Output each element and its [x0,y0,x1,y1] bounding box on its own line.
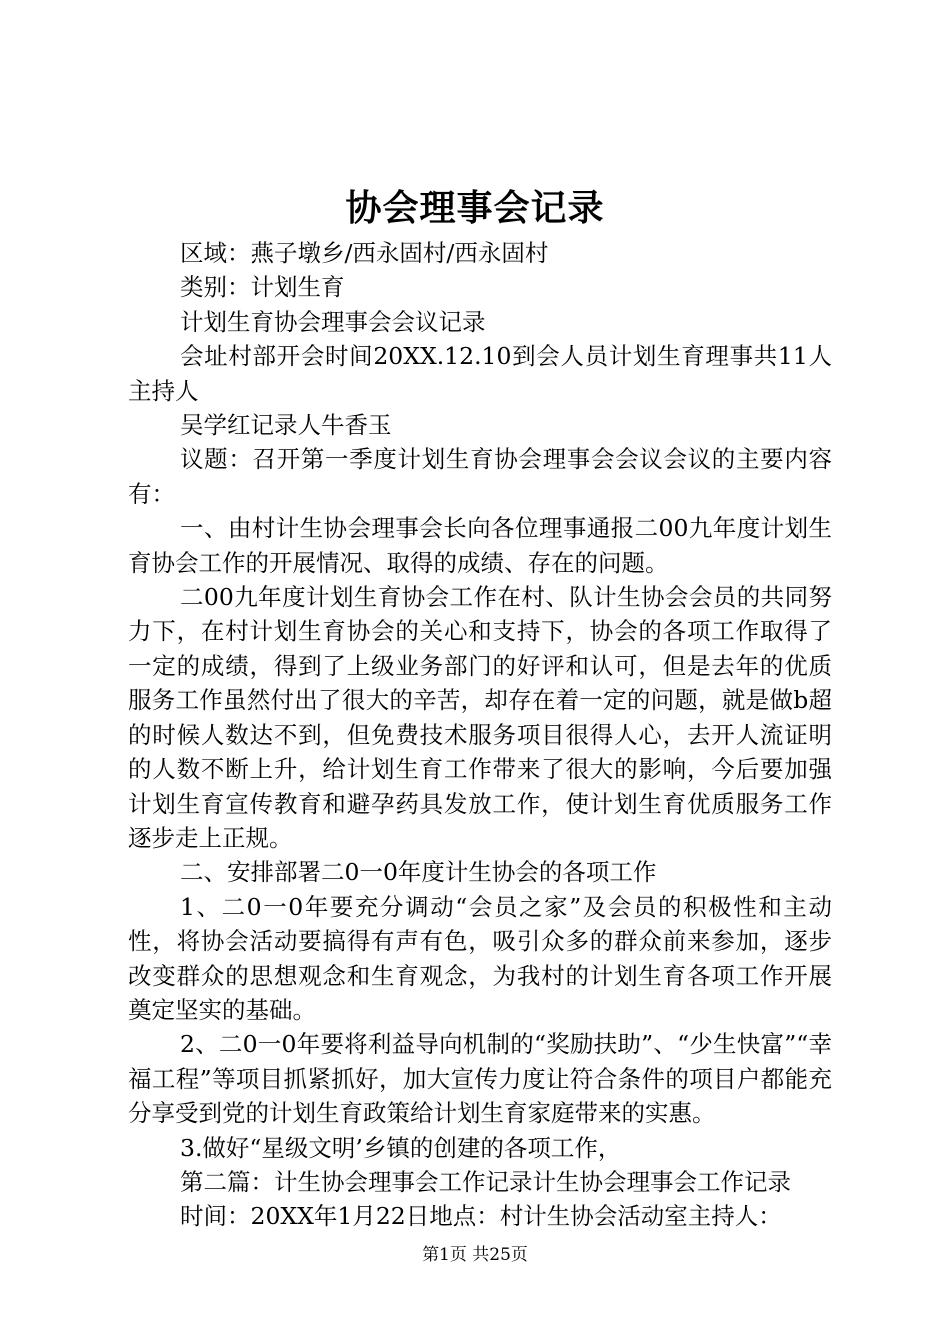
paragraph-second-article: 第二篇：计生协会理事会工作记录计生协会理事会工作记录 [180,1167,791,1196]
paragraph-agenda: 议题：召开第一季度计划生育协会理事会会议会议的主要内容有： [128,445,832,508]
paragraph-item-two: 二、安排部署二0一0年度计生协会的各项工作 [180,858,657,887]
paragraph-recorder: 吴学红记录人牛香玉 [180,411,392,440]
paragraph-task-three: 3.做好“星级文明’乡镇的创建的各项工作， [180,1133,622,1162]
paragraph-work-review: 二00九年度计划生育协会工作在村、队计生协会会员的共同努力下，在村计划生育协会的关心和支持下，协会的各项工作取得了一定的成绩，得到了上级业务部门的好评和认可，但是去年的优质服务工作虽然付出了很大的辛苦，却存在着一定的问题，就是做b超的时候人数达不到，但免费技术服务项目很得人心，去开人流证明的人数不断上升，给计划生育工作带来了很大的影响，今后要加强计划生育宣传教育和避孕药具发放工作，使计划生育优质服务工作逐步走上正规。 [128,583,832,852]
paragraph-time-place: 时间：20XX年1月22日地点：村计生协会活动室主持人： [180,1202,782,1231]
paragraph-category: 类别：计划生育 [180,273,345,302]
document-title: 协会理事会记录 [345,187,605,229]
page-footer: 第1页 共25页 [422,1245,528,1265]
paragraph-item-one: 一、由村计生协会理事会长向各位理事通报二00九年度计划生育协会工作的开展情况、取得的成绩、存在的问题。 [128,514,832,577]
document-body [128,236,832,1234]
paragraph-task-one: 1、二0一0年要充分调动“会员之家”及会员的积极性和主动性，将协会活动要搞得有声有色，吸引众多的群众前来参加，逐步改变群众的思想观念和生育观念，为我村的计划生育各项工作开展奠定坚实的基础。 [128,892,832,1024]
paragraph-meeting-heading: 计划生育协会理事会会议记录 [180,307,486,336]
paragraph-meeting-info: 会址村部开会时间20XX.12.10到会人员计划生育理事共11人主持人 [128,342,832,405]
paragraph-task-two: 2、二0一0年要将利益导向机制的“奖励扶助”、“少生快富”“幸福工程”等项目抓紧抓好，加大宣传力度让符合条件的项目户都能充分享受到党的计划生育政策给计划生育家庭带来的实惠。 [128,1030,832,1128]
paragraph-region: 区域：燕子墩乡/西永固村/西永固村 [180,239,549,267]
